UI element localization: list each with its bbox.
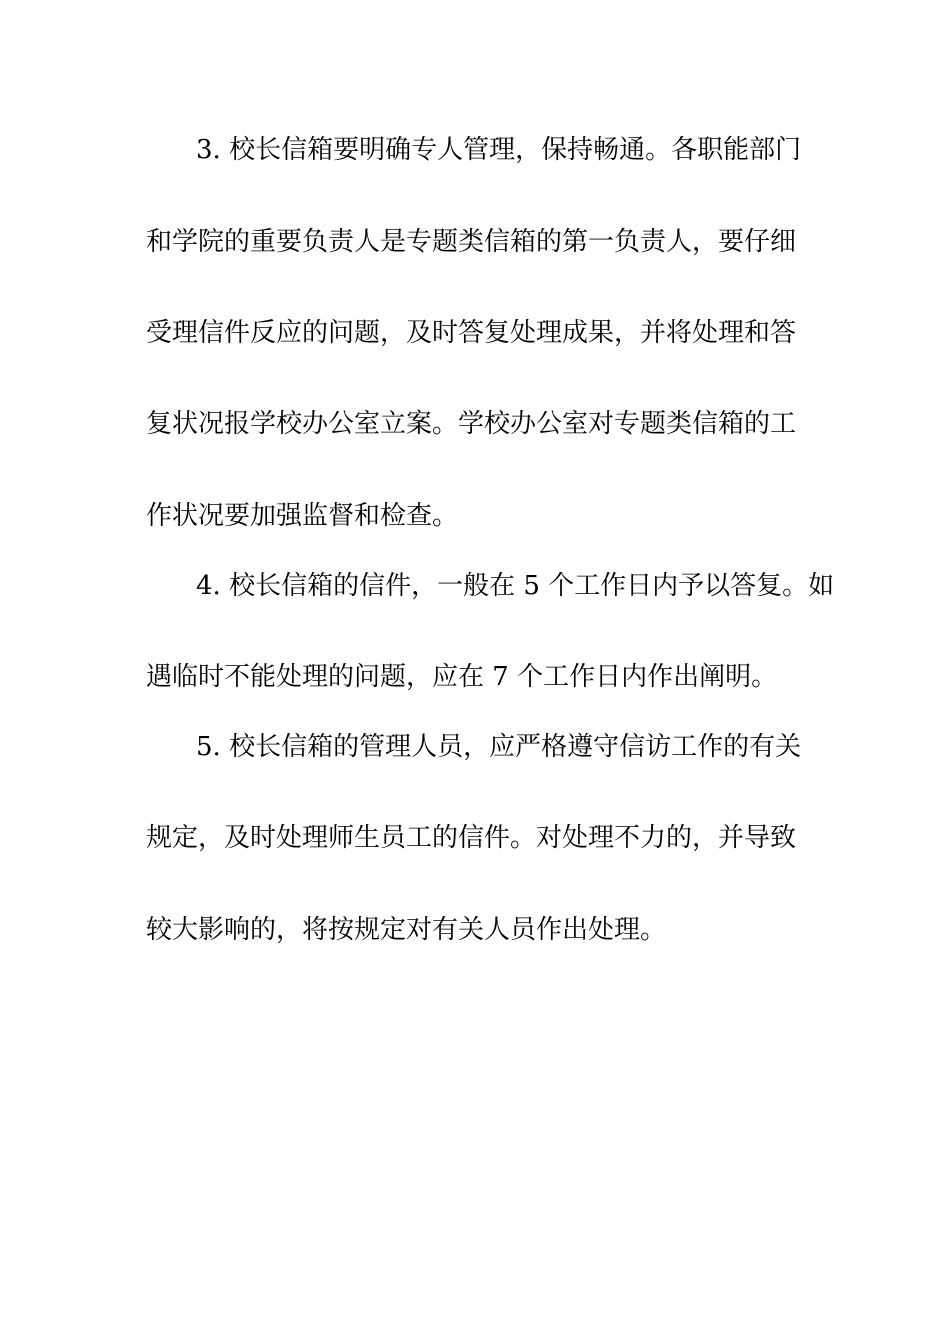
paragraph-4-line-1 <box>0 566 950 606</box>
text-line: 4. 校长信箱的信件，一般在 5 个工作日内予以答复。如 <box>196 571 835 601</box>
text-line: 作状况要加强监督和检查。 <box>146 501 459 531</box>
paragraph-5-line-1 <box>0 727 950 767</box>
paragraph-3-line-2 <box>0 222 950 262</box>
text-line: 复状况报学校办公室立案。学校办公室对专题类信箱的工 <box>146 409 797 439</box>
paragraph-4-line-2 <box>0 657 950 697</box>
text-line: 较大影响的，将按规定对有关人员作出处理。 <box>146 915 667 945</box>
paragraph-3-line-5 <box>0 496 950 536</box>
text-line: 5. 校长信箱的管理人员，应严格遵守信访工作的有关 <box>196 732 802 762</box>
text-line: 受理信件反应的问题，及时答复处理成果，并将处理和答 <box>146 318 797 348</box>
text-line: 3. 校长信箱要明确专人管理，保持畅通。各职能部门 <box>196 135 802 165</box>
paragraph-5-line-2 <box>0 818 950 858</box>
paragraph-3-line-3 <box>0 313 950 353</box>
paragraph-3-line-1 <box>0 130 950 170</box>
text-line: 和学院的重要负责人是专题类信箱的第一负责人，要仔细 <box>146 227 797 257</box>
text-line: 规定，及时处理师生员工的信件。对处理不力的，并导致 <box>146 823 797 853</box>
text-line: 遇临时不能处理的问题，应在 7 个工作日内作出阐明。 <box>146 662 778 692</box>
paragraph-3-line-4 <box>0 404 950 444</box>
paragraph-5-line-3 <box>0 910 950 950</box>
